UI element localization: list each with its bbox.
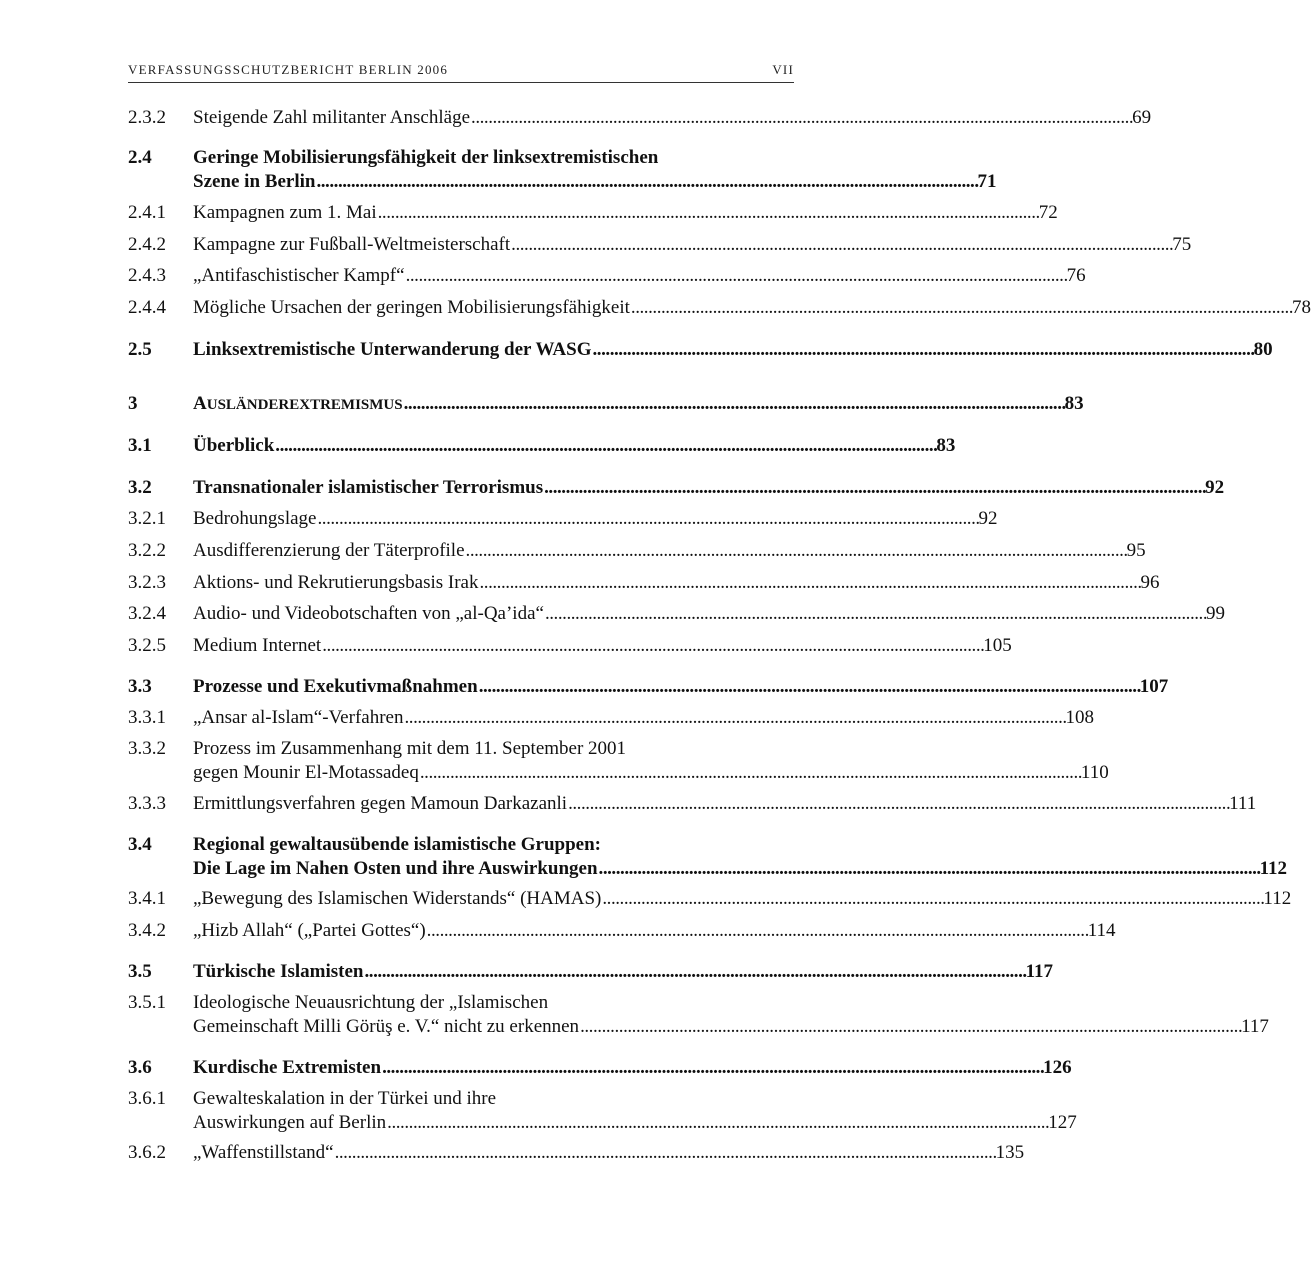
toc-title: Mögliche Ursachen der geringen Mobilisierungsfähigkeit bbox=[193, 297, 630, 318]
toc-title: Kampagne zur Fußball-Weltmeisterschaft bbox=[193, 234, 511, 255]
toc-page: 105 bbox=[983, 635, 1012, 656]
toc-page: 78 bbox=[1291, 297, 1311, 318]
toc-number: 2.4.3 bbox=[128, 265, 166, 286]
toc-title: Audio- und Videobotschaften von „al-Qa’ida“ bbox=[193, 603, 544, 624]
toc-page: 71 bbox=[977, 171, 997, 192]
leader-dots bbox=[479, 571, 1139, 595]
toc-title: Transnationaler islamistischer Terrorismus bbox=[193, 477, 544, 498]
toc-entry[interactable] bbox=[128, 296, 1311, 320]
toc-page: 75 bbox=[1172, 234, 1192, 255]
toc-entry[interactable] bbox=[128, 706, 1095, 730]
toc-title: Überblick bbox=[193, 435, 275, 456]
toc-title: „Hizb Allah“ („Partei Gottes“) bbox=[193, 920, 426, 941]
toc-title: Ermittlungsverfahren gegen Mamoun Darkazanli bbox=[193, 793, 568, 814]
header-rule bbox=[128, 82, 794, 83]
leader-dots bbox=[631, 296, 1291, 320]
toc-entry[interactable] bbox=[128, 602, 1226, 626]
toc-page: 127 bbox=[1048, 1112, 1077, 1133]
toc-number: 3 bbox=[128, 393, 138, 414]
toc-title: Aktions- und Rekrutierungsbasis Irak bbox=[193, 572, 479, 593]
toc-title: „Antifaschistischer Kampf“ bbox=[193, 265, 405, 286]
leader-dots bbox=[404, 706, 1064, 730]
toc-title-continued: Die Lage im Nahen Osten und ihre Auswirkungen bbox=[193, 858, 598, 879]
toc-number: 3.6.1 bbox=[128, 1088, 166, 1109]
toc-number: 3.4.2 bbox=[128, 920, 166, 941]
header-page-number: VII bbox=[772, 62, 794, 77]
toc-title: Kurdische Extremisten bbox=[193, 1057, 382, 1078]
toc-number: 3.3.2 bbox=[128, 738, 166, 759]
toc-entry[interactable] bbox=[128, 571, 1160, 595]
toc-entry[interactable] bbox=[128, 507, 998, 531]
toc-title: Medium Internet bbox=[193, 635, 322, 656]
toc-entry[interactable] bbox=[128, 675, 1169, 699]
leader-dots bbox=[420, 761, 1080, 785]
toc-page: 83 bbox=[1064, 393, 1084, 414]
toc-page: 92 bbox=[978, 508, 998, 529]
toc-entry[interactable] bbox=[128, 1087, 1077, 1135]
toc-title: Kampagnen zum 1. Mai bbox=[193, 202, 377, 223]
toc-page: 96 bbox=[1140, 572, 1160, 593]
toc-page: 80 bbox=[1253, 339, 1273, 360]
toc-page: 117 bbox=[1025, 961, 1054, 982]
toc-title: Steigende Zahl militanter Anschläge bbox=[193, 107, 471, 128]
toc-page: 126 bbox=[1043, 1057, 1072, 1078]
toc-number: 3.1 bbox=[128, 435, 152, 456]
toc-entry[interactable] bbox=[128, 264, 1086, 288]
leader-dots bbox=[404, 392, 1064, 416]
toc-title-continued: gegen Mounir El-Motassadeq bbox=[193, 762, 419, 783]
leader-dots bbox=[568, 792, 1228, 816]
toc-entry[interactable] bbox=[128, 539, 1146, 563]
toc-number: 3.2.2 bbox=[128, 540, 166, 561]
toc-page: 108 bbox=[1065, 707, 1095, 728]
toc-title bbox=[193, 392, 403, 417]
toc-entry[interactable] bbox=[128, 833, 1288, 881]
toc-entry[interactable] bbox=[128, 1056, 1072, 1080]
leader-dots bbox=[382, 1056, 1042, 1080]
toc-number: 3.4.1 bbox=[128, 888, 166, 909]
toc-number: 3.2.3 bbox=[128, 572, 166, 593]
toc-entry[interactable] bbox=[128, 338, 1273, 362]
toc-number: 3.6.2 bbox=[128, 1142, 166, 1163]
leader-dots bbox=[580, 1015, 1240, 1039]
toc-entry[interactable] bbox=[128, 476, 1225, 500]
toc-entry[interactable] bbox=[128, 146, 997, 194]
leader-dots bbox=[365, 960, 1025, 984]
toc-number: 2.4 bbox=[128, 147, 152, 168]
toc-entry[interactable] bbox=[128, 887, 1292, 911]
toc-page: 69 bbox=[1132, 107, 1152, 128]
leader-dots bbox=[387, 1111, 1047, 1135]
leader-dots bbox=[599, 857, 1259, 881]
toc-title: Türkische Islamisten bbox=[193, 961, 364, 982]
leader-dots bbox=[602, 887, 1262, 911]
leader-dots bbox=[406, 264, 1066, 288]
toc-number: 3.2.4 bbox=[128, 603, 166, 624]
leader-dots bbox=[317, 507, 977, 531]
toc-number: 3.3 bbox=[128, 676, 152, 697]
toc-page: 112 bbox=[1259, 858, 1288, 879]
leader-dots bbox=[335, 1141, 995, 1165]
leader-dots bbox=[378, 201, 1038, 225]
toc-number: 3.5.1 bbox=[128, 992, 166, 1013]
leader-dots bbox=[322, 634, 982, 658]
toc-title: Gewalteskalation in der Türkei und ihre bbox=[193, 1088, 497, 1109]
toc-entry[interactable] bbox=[128, 991, 1269, 1039]
toc-entry[interactable] bbox=[128, 1141, 1025, 1165]
toc-title: Ideologische Neuausrichtung der „Islamischen bbox=[193, 992, 549, 1013]
toc-page: 110 bbox=[1080, 762, 1109, 783]
toc-entry[interactable] bbox=[128, 233, 1192, 257]
header-title: VERFASSUNGSSCHUTZBERICHT BERLIN 2006 bbox=[128, 62, 449, 77]
leader-dots bbox=[545, 602, 1205, 626]
toc-title-continued: Gemeinschaft Milli Görüş e. V.“ nicht zu erkennen bbox=[193, 1016, 580, 1037]
toc-number: 2.5 bbox=[128, 339, 152, 360]
toc-title: Geringe Mobilisierungsfähigkeit der linksextremistischen bbox=[193, 147, 659, 168]
toc-entry[interactable] bbox=[128, 634, 1012, 658]
toc-page: 111 bbox=[1229, 793, 1257, 814]
toc-entry[interactable] bbox=[128, 434, 956, 458]
toc-entry[interactable] bbox=[128, 792, 1257, 816]
toc-page: 135 bbox=[995, 1142, 1025, 1163]
toc-number: 3.5 bbox=[128, 961, 152, 982]
toc-page: 92 bbox=[1205, 477, 1225, 498]
toc-title: Ausdifferenzierung der Täterprofile bbox=[193, 540, 465, 561]
toc-entry[interactable] bbox=[128, 737, 1109, 785]
toc-number: 2.4.1 bbox=[128, 202, 166, 223]
toc-title: Regional gewaltausübende islamistische Gruppen: bbox=[193, 834, 602, 855]
toc-entry[interactable] bbox=[128, 106, 1152, 130]
toc-title: Prozess im Zusammenhang mit dem 11. September 2001 bbox=[193, 738, 627, 759]
toc-page: 117 bbox=[1241, 1016, 1269, 1037]
leader-dots bbox=[427, 919, 1087, 943]
toc-page: 99 bbox=[1206, 603, 1226, 624]
toc-title: „Bewegung des Islamischen Widerstands“ (HAMAS) bbox=[193, 888, 602, 909]
toc-entry-chapter[interactable] bbox=[128, 392, 1084, 417]
toc-number: 3.2.5 bbox=[128, 635, 166, 656]
toc-number: 3.2 bbox=[128, 477, 152, 498]
leader-dots bbox=[593, 338, 1253, 362]
toc-title-continued: Szene in Berlin bbox=[193, 171, 316, 192]
toc-page: 112 bbox=[1263, 888, 1292, 909]
toc-page: 114 bbox=[1087, 920, 1116, 941]
toc-number: 3.3.1 bbox=[128, 707, 166, 728]
leader-dots bbox=[511, 233, 1171, 257]
toc-number: 2.4.4 bbox=[128, 297, 166, 318]
toc-title: Prozesse und Exekutivmaßnahmen bbox=[193, 676, 478, 697]
toc-title: Bedrohungslage bbox=[193, 508, 317, 529]
leader-dots bbox=[316, 170, 976, 194]
toc-title-continued: Auswirkungen auf Berlin bbox=[193, 1112, 387, 1133]
running-header bbox=[128, 62, 794, 78]
toc-entry[interactable] bbox=[128, 919, 1116, 943]
toc-title-smallcaps: USLÄNDEREXTREMISMUS bbox=[206, 397, 403, 413]
toc-title-initial: A bbox=[193, 393, 207, 414]
toc-title: Linksextremistische Unterwanderung der WASG bbox=[193, 339, 592, 360]
toc-entry[interactable] bbox=[128, 960, 1054, 984]
toc-number: 2.4.2 bbox=[128, 234, 166, 255]
toc-number: 3.6 bbox=[128, 1057, 152, 1078]
toc-title: „Ansar al-Islam“-Verfahren bbox=[193, 707, 404, 728]
toc-title: „Waffenstillstand“ bbox=[193, 1142, 334, 1163]
toc-page: 83 bbox=[936, 435, 956, 456]
toc-number: 3.2.1 bbox=[128, 508, 166, 529]
leader-dots bbox=[471, 106, 1131, 130]
toc-number: 2.3.2 bbox=[128, 107, 166, 128]
leader-dots bbox=[544, 476, 1204, 500]
toc-entry[interactable] bbox=[128, 201, 1058, 225]
leader-dots bbox=[479, 675, 1139, 699]
toc-page: 95 bbox=[1126, 540, 1146, 561]
toc-page: 76 bbox=[1066, 265, 1086, 286]
toc-number: 3.3.3 bbox=[128, 793, 166, 814]
leader-dots bbox=[466, 539, 1126, 563]
toc-number: 3.4 bbox=[128, 834, 152, 855]
toc-page: 107 bbox=[1139, 676, 1169, 697]
toc-page: 72 bbox=[1038, 202, 1058, 223]
leader-dots bbox=[275, 434, 935, 458]
